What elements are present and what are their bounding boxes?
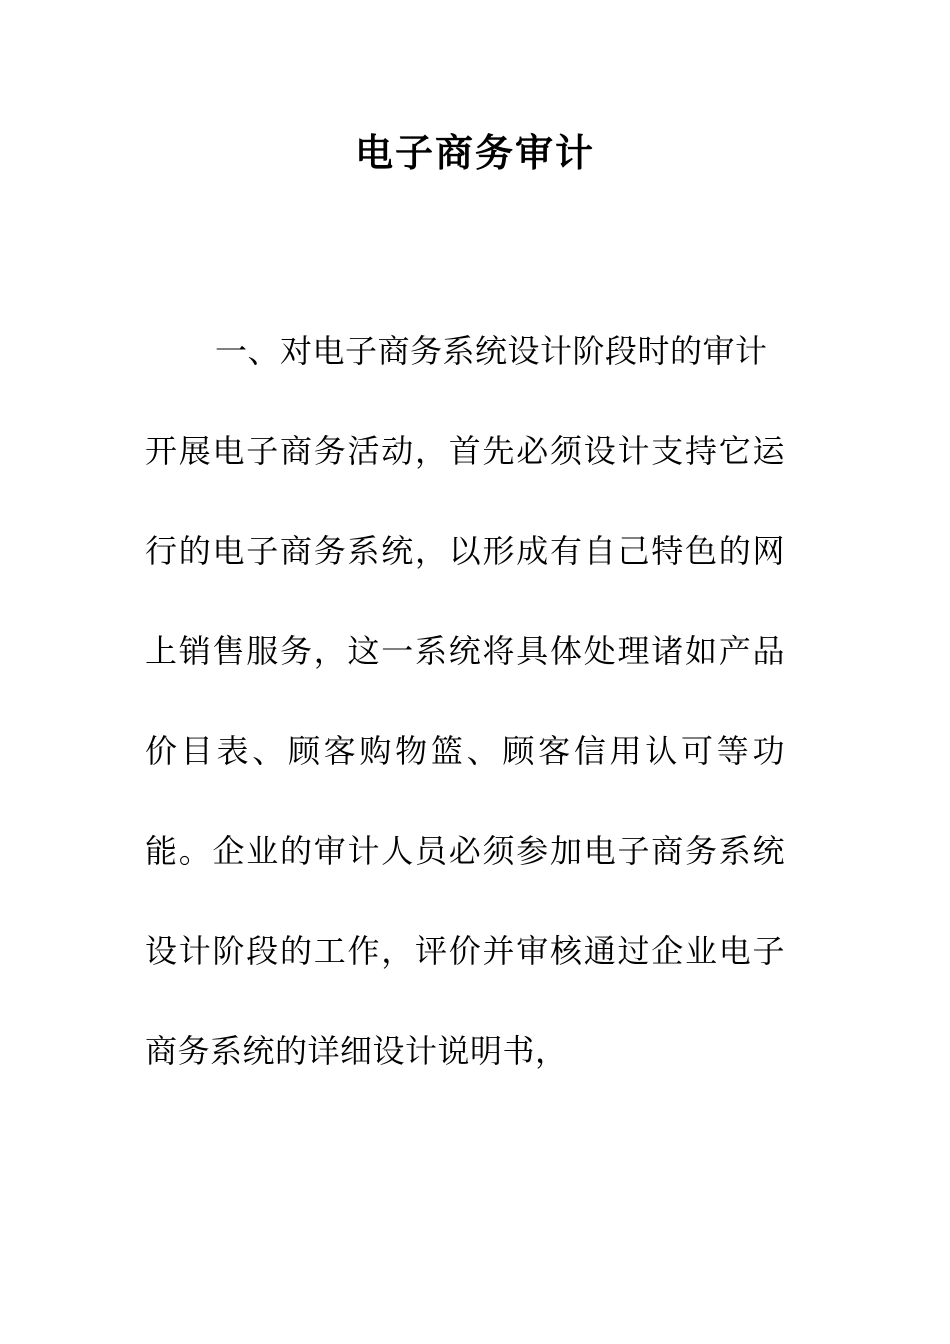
document-body bbox=[145, 301, 785, 1101]
section-heading: 一、对电子商务系统设计阶段时的审计 bbox=[215, 332, 768, 370]
document-title: 电子商务审计 bbox=[354, 130, 595, 175]
body-paragraph: 开展电子商务活动，首先必须设计支持它运行的电子商务系统，以形成有自己特色的网上销售服务，这一系统将具体处理诸如产品价目表、顾客购物篮、顾客信用认可等功能。企业的审计人员必须参加电子商务系统设计阶段的工作，评价并审核通过企业电子商务系统的详细设计说明书， bbox=[145, 432, 785, 1070]
